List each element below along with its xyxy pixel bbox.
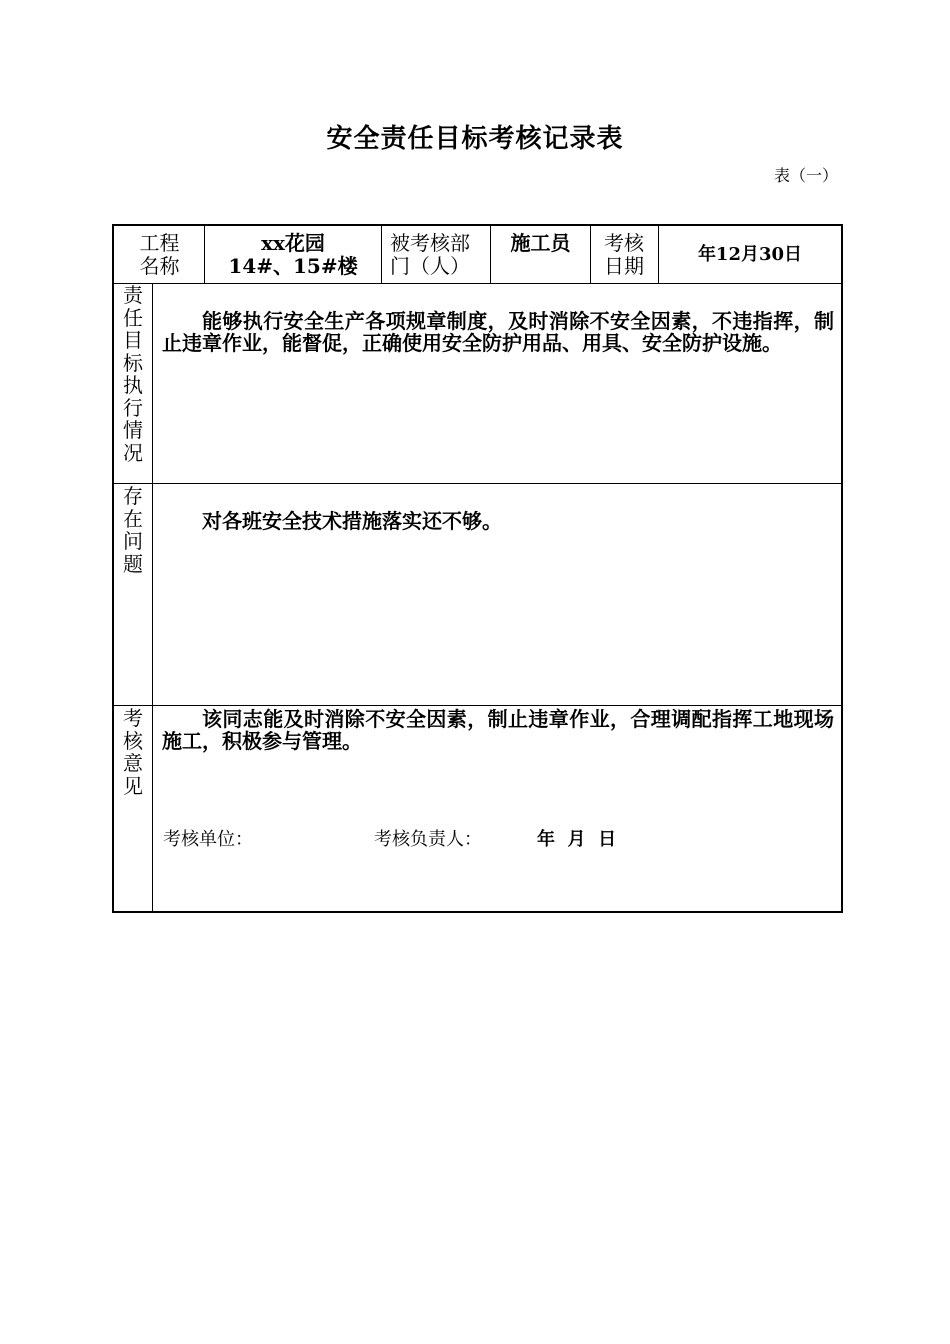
execution-label: 责任目标执行情况 xyxy=(123,283,143,465)
assessed-dept-value: 施工员 xyxy=(510,231,571,255)
assessment-responsible-label: 考核负责人： xyxy=(374,829,482,850)
assessed-dept-label: 被考核部门（人） xyxy=(390,231,470,278)
project-name-value xyxy=(205,232,381,278)
assessment-form xyxy=(112,224,843,913)
project-name-line1: xx花园 xyxy=(261,231,325,255)
opinion-text: 该同志能及时消除不安全因素，制止违章作业，合理调配指挥工地现场施工，积极参与管理。 xyxy=(162,707,834,753)
problems-label: 存在问题 xyxy=(123,484,143,576)
project-name-line2: 14#、15#楼 xyxy=(228,254,358,278)
opinion-label: 考核意见 xyxy=(123,706,143,798)
page-title: 安全责任目标考核记录表 xyxy=(326,124,624,154)
problems-text: 对各班安全技术措施落实还不够。 xyxy=(202,509,502,533)
signature-date: 年 月 日 xyxy=(537,829,617,850)
execution-text: 能够执行安全生产各项规章制度，及时消除不安全因素，不违指挥，制止违章作业，能督促，正确使用安全防护用品、用具、安全防护设施。 xyxy=(162,309,834,355)
assessment-date-value: 年12月30日 xyxy=(697,244,803,265)
assessment-date-label: 考核日期 xyxy=(604,231,644,278)
project-name-label: 工程名称 xyxy=(139,231,180,278)
table-number: 表（一） xyxy=(773,166,838,185)
assessment-unit-label: 考核单位： xyxy=(163,829,253,850)
